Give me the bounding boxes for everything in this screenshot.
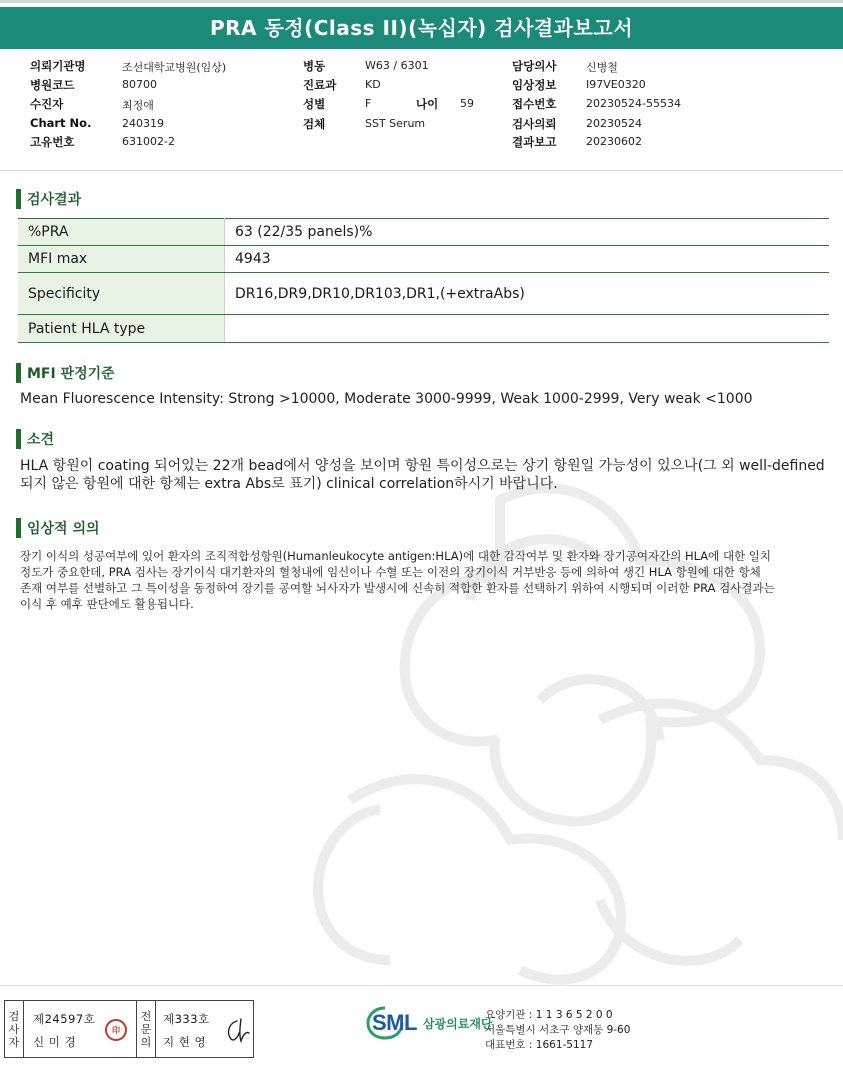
clinical-significance-line-2: 정도가 중요한데, PRA 검사는 장기이식 대기환자의 혈청내에 임신이나 수혈 또는 이전의 장기이식 거부반응 등에 의하여 생긴 HLA 항원에 대한 항체 bbox=[20, 565, 761, 579]
receipt-value: 20230524-55534 bbox=[586, 97, 681, 110]
result-key: Specificity bbox=[18, 273, 225, 315]
clinical-significance-line-3: 존재 여부를 선별하고 그 특이성을 동정하여 장기를 공여할 뇌사자가 발생시에 신속히 적합한 환자를 선택하기 위하여 시행되며 이러한 PRA 검사결과는 bbox=[20, 581, 775, 595]
result-value: 63 (22/35 panels)% bbox=[225, 219, 830, 246]
hospital-code-label: 병원코드 bbox=[30, 78, 75, 92]
tester-name: 신 미 경 bbox=[33, 1035, 77, 1049]
patient-label: 수진자 bbox=[30, 97, 64, 111]
clinical-significance-heading: 임상적 의의 bbox=[27, 521, 100, 537]
address: 서울특별시 서초구 양재동 9-60 bbox=[485, 1024, 631, 1036]
result-value bbox=[225, 315, 830, 343]
result-value: DR16,DR9,DR10,DR103,DR1,(+extraAbs) bbox=[225, 273, 830, 315]
table-row bbox=[18, 315, 829, 343]
opinion-line-2: 되지 않은 항원에 대한 항체는 extra Abs로 표기) clinical correlation하시기 바랍니다. bbox=[20, 476, 558, 492]
dept-label: 진료과 bbox=[303, 78, 337, 92]
specialist-license: 제333호 bbox=[163, 1012, 210, 1026]
receipt-label: 접수번호 bbox=[512, 97, 557, 111]
results-heading: 검사결과 bbox=[27, 192, 82, 208]
sex-value: F bbox=[365, 97, 372, 110]
doctor-value: 신병철 bbox=[586, 61, 618, 74]
tester-vertical-label: 검 사 자 bbox=[5, 1001, 24, 1057]
org-name: 삼광의료재단 bbox=[422, 1016, 493, 1031]
age-value: 59 bbox=[460, 97, 474, 110]
result-key: Patient HLA type bbox=[18, 315, 225, 343]
divider bbox=[0, 170, 843, 171]
results-table bbox=[18, 218, 829, 343]
clinical-significance-header bbox=[16, 517, 100, 539]
unique-no-label: 고유번호 bbox=[30, 135, 75, 149]
specimen-value: SST Serum bbox=[365, 117, 426, 130]
table-row bbox=[18, 219, 829, 246]
clinical-info-label: 임상정보 bbox=[512, 78, 557, 92]
report-date-label: 결과보고 bbox=[512, 135, 557, 149]
logo-text: SML bbox=[372, 1010, 417, 1035]
contact-info bbox=[485, 1008, 630, 1053]
tester-seal: 印 bbox=[105, 1019, 127, 1041]
tester-license: 제24597호 bbox=[33, 1012, 96, 1026]
sex-label: 성별 bbox=[303, 97, 326, 111]
unique-no-value: 631002-2 bbox=[122, 135, 175, 148]
request-date-value: 20230524 bbox=[586, 117, 642, 130]
specialist-signature bbox=[223, 1015, 251, 1045]
patient-info-block bbox=[0, 56, 843, 152]
report-footer bbox=[0, 985, 843, 1066]
specimen-label: 검체 bbox=[303, 117, 326, 131]
clinical-info-value: I97VE0320 bbox=[586, 78, 646, 91]
specialist-vertical-label: 전 문 의 bbox=[136, 1001, 156, 1057]
sml-logo bbox=[366, 1006, 493, 1040]
result-key: %PRA bbox=[18, 219, 225, 246]
phone-number: 대표번호 : 1661-5117 bbox=[485, 1039, 594, 1051]
results-section-header bbox=[16, 188, 81, 210]
ward-label: 병동 bbox=[303, 59, 326, 73]
dept-value: KD bbox=[365, 78, 381, 91]
table-row bbox=[18, 246, 829, 273]
patient-value: 최정애 bbox=[122, 99, 154, 112]
opinion-heading: 소견 bbox=[27, 432, 55, 448]
mfi-heading: MFI 판정기준 bbox=[27, 366, 115, 382]
signature-box bbox=[4, 1000, 254, 1058]
result-key: MFI max bbox=[18, 246, 225, 273]
chart-no-value: 240319 bbox=[122, 117, 164, 130]
report-title-bar bbox=[0, 0, 843, 54]
specialist-name: 지 현 영 bbox=[163, 1035, 207, 1049]
clinical-significance-line-4: 이식 후 예후 판단에도 활용됩니다. bbox=[20, 597, 194, 611]
request-date-label: 검사의뢰 bbox=[512, 117, 557, 131]
report-title: PRA 동정(Class II)(녹십자) 검사결과보고서 bbox=[209, 16, 634, 40]
hospital-code-value: 80700 bbox=[122, 78, 157, 91]
opinion-section-header bbox=[16, 428, 54, 450]
institution-label: 의뢰기관명 bbox=[30, 59, 86, 73]
mfi-criteria-text: Mean Fluorescence Intensity: Strong >10000, Moderate 3000-9999, Weak 1000-2999, Very weak <1000 bbox=[20, 391, 753, 407]
mfi-section-header bbox=[16, 362, 115, 384]
age-label: 나이 bbox=[416, 97, 439, 111]
institution-value: 조선대학교병원(임상) bbox=[122, 61, 227, 74]
clinical-significance-line-1: 장기 이식의 성공여부에 있어 환자의 조직적합성항원(Humanleukocyte antigen:HLA)에 대한 감작여부 및 환자와 장기공여자간의 HLA에 대한 일치 bbox=[20, 549, 772, 563]
chart-no-label: Chart No. bbox=[30, 116, 92, 130]
table-row bbox=[18, 273, 829, 315]
agency-number: 요양기관 : 1 1 3 6 5 2 0 0 bbox=[485, 1009, 613, 1021]
ward-value: W63 / 6301 bbox=[365, 59, 429, 72]
doctor-label: 담당의사 bbox=[512, 59, 557, 73]
report-date-value: 20230602 bbox=[586, 135, 642, 148]
result-value: 4943 bbox=[225, 246, 830, 273]
opinion-line-1: HLA 항원이 coating 되어있는 22개 bead에서 양성을 보이며 항원 특이성으로는 상기 항원일 가능성이 있으나(그 외 well-defined bbox=[20, 458, 825, 474]
